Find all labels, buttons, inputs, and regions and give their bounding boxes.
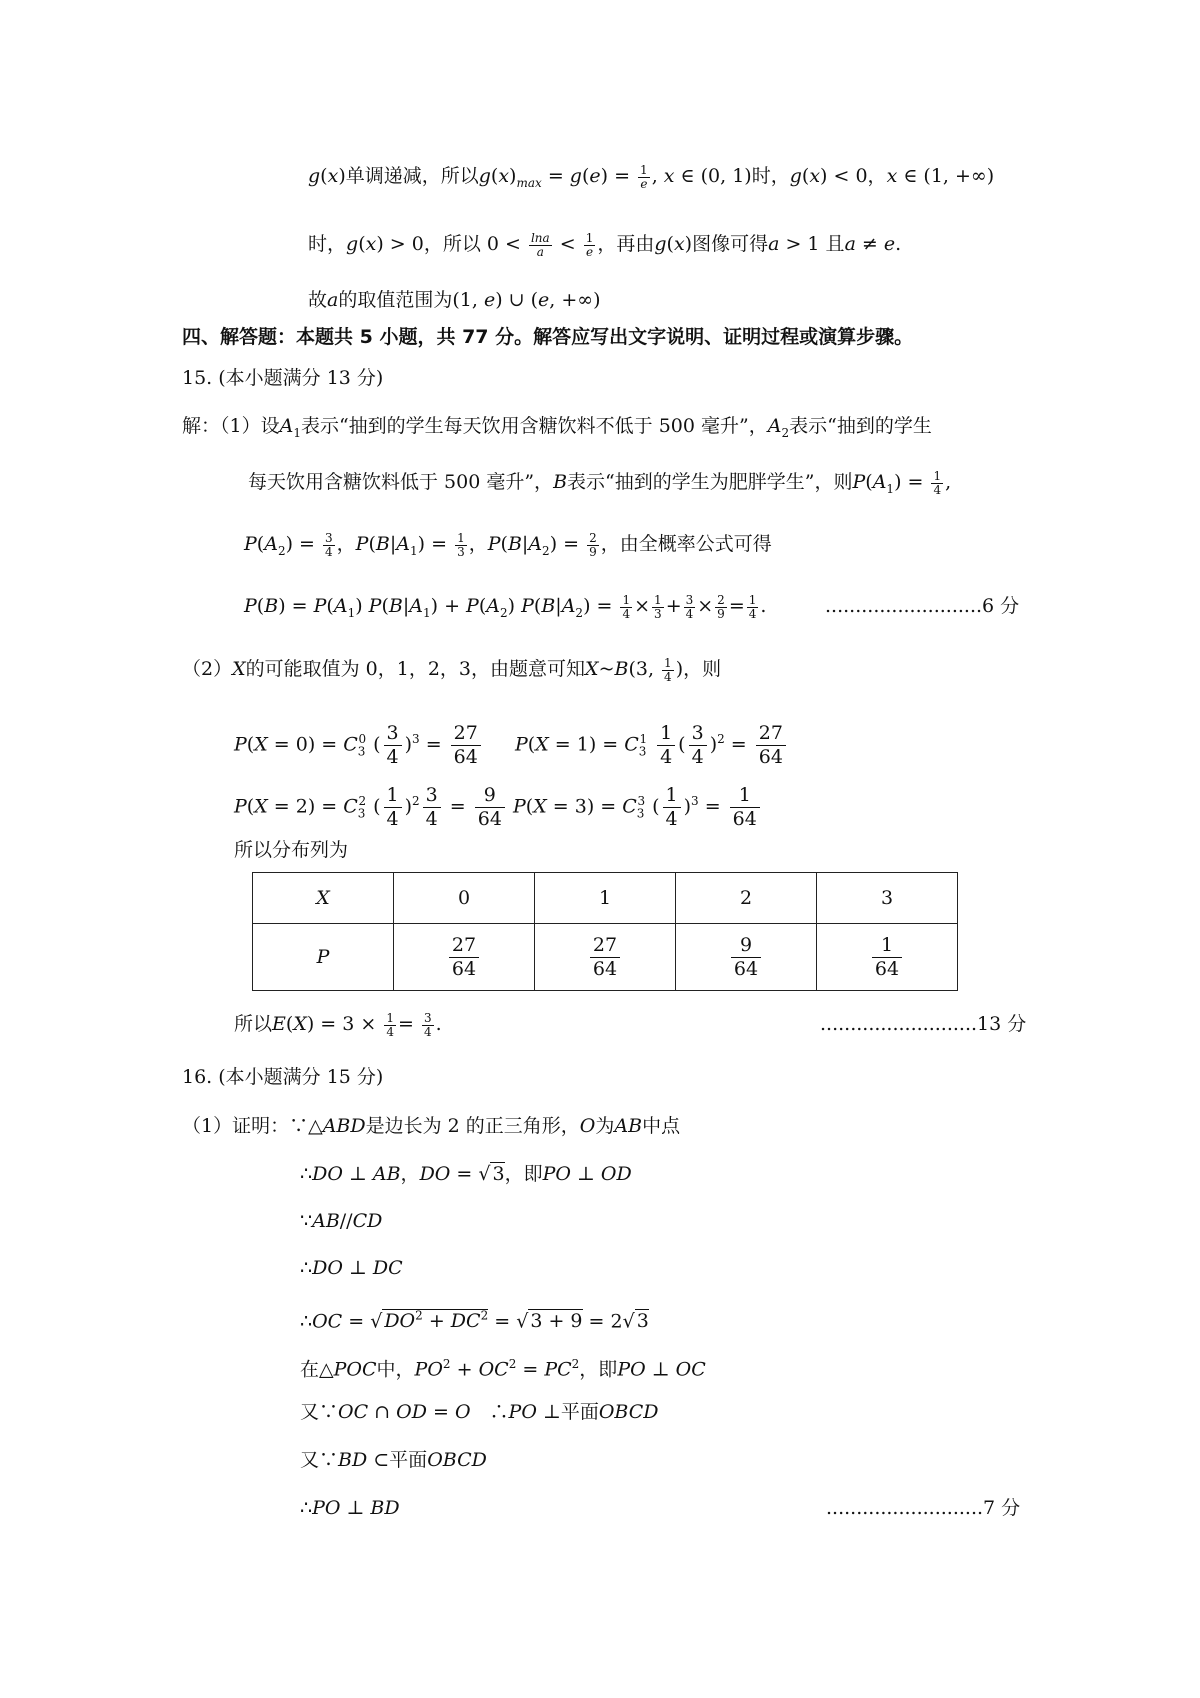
q15-prob-x1: $P(X = 1) = C_3^1$ $\frac{1}{4}$ ( $\frac{3}{4}$ )$^2$ = $\frac{27}{64}$ [515,722,789,769]
table-cell [535,924,676,991]
fraction-numerator: 1 [872,934,902,958]
q16-step-2: ∴DO ⊥ AB，DO = √ 3，即PO ⊥ OD [300,1163,632,1185]
table-cell: 2 [676,873,817,924]
q16-title: 16. (本小题满分 15 分) [182,1066,384,1088]
q16-step-9: ∴PO ⊥ BD [300,1497,400,1519]
q15-part1-score: ..........................6 分 [825,595,1020,617]
q16-step-8: 又∵BD ⊂平面OBCD [300,1449,487,1471]
table-cell: X [253,873,394,924]
q16-step-1: （1）证明：∵△ABD是边长为 2 的正三角形，O为AB中点 [182,1115,681,1137]
q15-part2-intro: （2）X的可能取值为 0，1，2，3，由题意可知X~B(3, $\frac{1}{4}$ )，则 [182,655,722,684]
q16-step-7: 又∵OC ∩ OD = O ∴PO ⊥平面OBCD [300,1401,659,1423]
fraction-denominator: 64 [733,957,759,980]
cont-line-1: g(x)单调递减，所以$g(x)_{max} = g(e)$ = $\frac{1}{e}$ , x ∈ (0, 1)时，g(x) < 0，x ∈ (1, +∞) [308,162,995,191]
q15-prob-x2: $P(X = 2) = C_3^2$ ( $\frac{1}{4}$ )$^2$ $\frac{3}{4}$ = $\frac{9}{64}$ [234,784,508,831]
q16-score: ..........................7 分 [826,1497,1021,1519]
q16-step-5: ∴OC = √ $DO^2 + DC^2$ = √ 3 + 9 = 2√ 3 [300,1309,649,1333]
table-cell [394,924,535,991]
section-heading: 四、解答题：本题共 5 小题，共 77 分。解答应写出文字说明、证明过程或演算步骤。 [182,326,914,348]
table-row [253,924,958,991]
q15-prob-x3: $P(X = 3) = C_3^3$ ( $\frac{1}{4}$ )$^3$ = $\frac{1}{64}$ [513,784,763,831]
q15-expectation-score: ..........................13 分 [820,1013,1027,1035]
fraction-numerator: 9 [731,934,761,958]
fraction-numerator: 27 [449,934,479,958]
table-cell: 1 [535,873,676,924]
cont-line-2: 时，g(x) > 0，所以 0 < $\frac{\ln a}{a}$ < $\frac{1}{e}$ ，再由g(x)图像可得a > 1 且a ≠ e. [308,230,902,259]
fraction-denominator: 64 [451,957,477,980]
q15-part1-line-b: 每天饮用含糖饮料低于 500 毫升”，B表示“抽到的学生为肥胖学生”，则$P(A_1)$ = $\frac{1}{4}$ , [248,468,952,497]
q15-prob-x0: $P(X = 0) = C_3^0$ ( $\frac{3}{4}$ )$^3$ = $\frac{27}{64}$ [234,722,484,769]
table-cell: 3 [817,873,958,924]
table-row [253,873,958,924]
q15-dist-label: 所以分布列为 [234,839,349,861]
q15-part1-line-c: $P(A_2)$ = $\frac{3}{4}$ ，$P(B|A_1)$ = $\frac{1}{3}$ ，$P(B|A_2)$ = $\frac{2}{9}$ ，由全概率公式可得 [244,530,772,559]
q16-step-4: ∴DO ⊥ DC [300,1257,403,1279]
table-cell: P [253,924,394,991]
cont-line-3: 故a的取值范围为(1, e) ∪ (e, +∞) [308,289,601,311]
q15-expectation: 所以E(X) = 3 × $\frac{1}{4}$ = $\frac{3}{4}$ . [234,1010,442,1039]
distribution-table [252,872,958,991]
q15-part1-line-a: 解：（1）设$A_1$表示“抽到的学生每天饮用含糖饮料不低于 500 毫升”，$A_2$表示“抽到的学生 [182,415,932,440]
fraction-denominator: 64 [592,957,618,980]
fraction-numerator: 27 [590,934,620,958]
q16-step-3: ∵AB//CD [300,1210,383,1232]
table-cell: 0 [394,873,535,924]
q16-step-6: 在△POC中，$PO^2 + OC^2 = PC^2$，即PO ⊥ OC [300,1357,706,1381]
q15-part1-line-d: $P(B) = P(A_1) P(B|A_1) + P(A_2) P(B|A_2)$ = $\frac{1}{4}$ × $\frac{1}{3}$ + $\frac{3}{4}$ × $\frac{2}{9}$ = $\frac{1}{4}$ . [244,592,767,621]
fraction-denominator: 64 [874,957,900,980]
table-cell [817,924,958,991]
table-cell [676,924,817,991]
q15-title: 15. (本小题满分 13 分) [182,367,384,389]
